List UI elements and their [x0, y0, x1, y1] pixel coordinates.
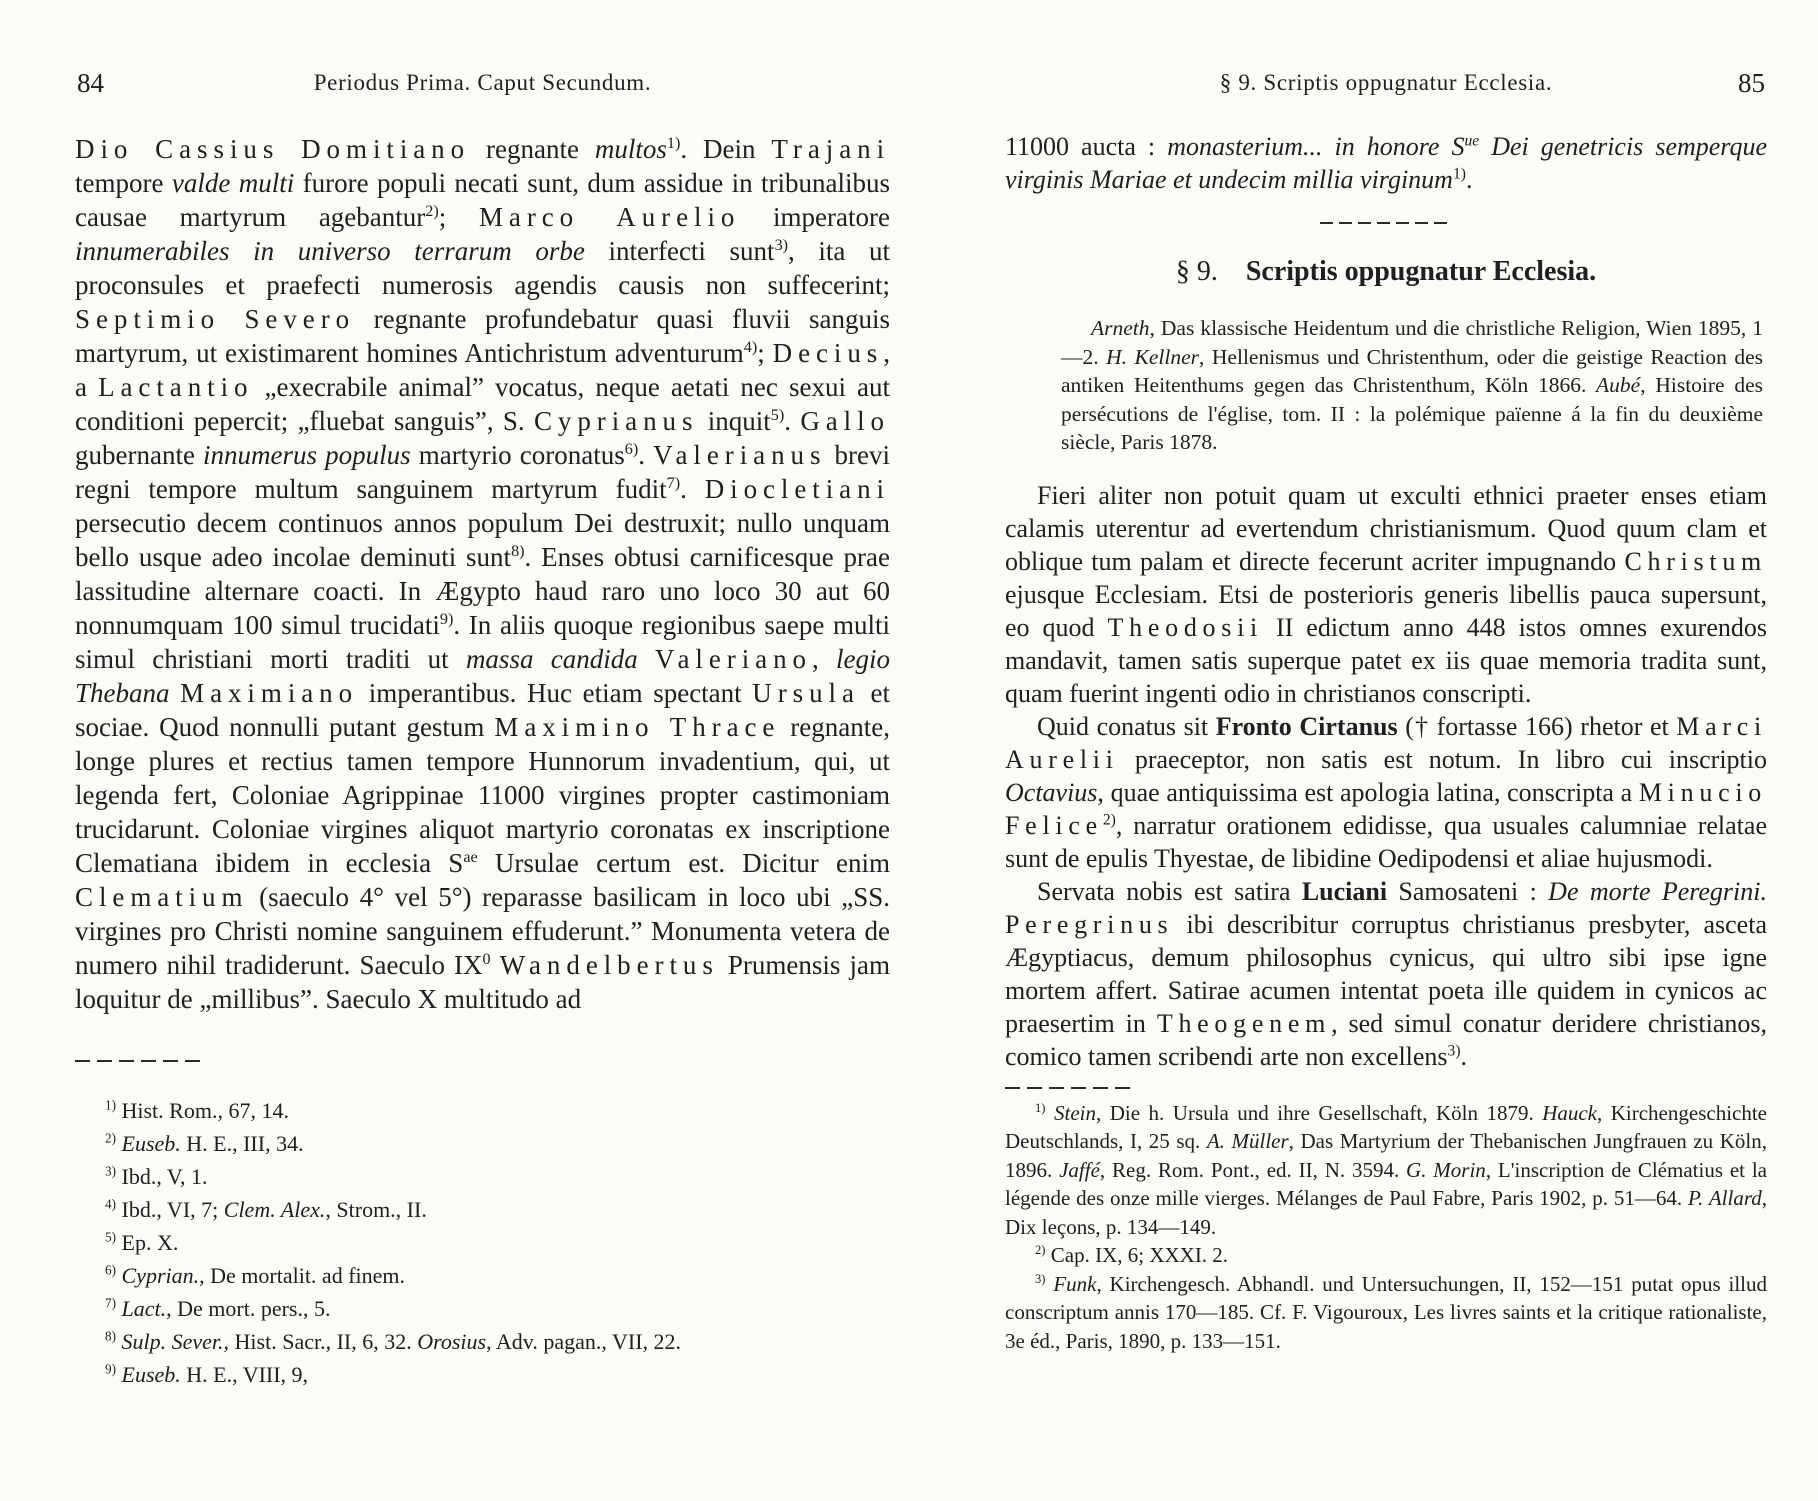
footnote: $^{1)}$ Stein, Die h. Ursula und ihre Gesellschaft, Köln 1879. Hauck, Kirchengeschichte Deutschlands, I, 25 sq. A. Müller, Das Martyrium der Thebanischen Jungfrauen zu Köln, 1896. Jaffé, Reg. Rom. Pont., ed. II, N. 3594. G. Morin, L'inscription de Clématius et la légende des onze mille vierges. Mélanges de Paul Fabre, Paris 1902, p. 51—64. P. Allard, Dix leçons, p. 134—149. — [1005, 1100, 1768, 1239]
footnote-separator — [1005, 1087, 1131, 1089]
bibliography-paragraph: Arneth, Das klassische Heidentum und die christliche Religion, Wien 1895, 1—2. H. Kellner, Hellenismus und Christenthum, oder die geistige Reaction des antiken Heitenthums gegen das Christenthum, Köln 1866. Aubé, Histoire des persécutions de l'église, tom. II : la polémique païenne á la fin du deuxième siècle, Paris 1878. — [1061, 316, 1763, 454]
footnote-separator — [75, 1060, 203, 1062]
page-number: 85 — [1738, 68, 1765, 98]
footnote: $^{2)}$ Euseb. H. E., III, 34. — [105, 1130, 304, 1156]
carryover-paragraph: 11000 aucta : monasterium... in honore $S^{ue}$ Dei genetricis semperque virginis Mariae et undecim millia virginum$^{1)}$. — [1005, 132, 1767, 194]
page-84-header — [75, 70, 890, 104]
page-85 — [1005, 0, 1767, 1355]
footnote: $^{6)}$ Cyprian., De mortalit. ad finem. — [105, 1262, 406, 1288]
footnotes-block — [75, 1094, 890, 1391]
footnote: $^{8)}$ Sulp. Sever., Hist. Sacr., II, 6, 32. Orosius, Adv. pagan., VII, 22. — [105, 1328, 682, 1354]
footnote: $^{7)}$ Lact., De mort. pers., 5. — [105, 1295, 331, 1321]
running-title: Periodus Prima. Caput Secundum. — [313, 70, 652, 95]
page-84 — [75, 0, 890, 1391]
footnote: $^{3)}$ Funk, Kirchengesch. Abhandl. und Untersuchungen, II, 152—151 putat opus illud conscriptum annis 170—185. Cf. F. Vigouroux, Les livres saints et la critique rationaliste, 3e éd., Paris, 1890, p. 133—151. — [1005, 1271, 1768, 1353]
body-paragraph: Quid conatus sit Fronto Cirtanus († fortasse 166) rhetor et Marci Aurelii praeceptor, non satis est notum. In libro cui inscriptio Octavius, quae antiquissima est apologia latina, conscripta a Minucio Felice$^{2)}$, narratur orationem edidisse, qua usuales calumniae relatae sunt de epulis Thyestae, de libidine Oedipodensi et aliae hujusmodi. — [1005, 711, 1767, 873]
footnote: $^{5)}$ Ep. X. — [105, 1229, 179, 1255]
section-divider-rule — [1320, 222, 1452, 224]
body-paragraph: Fieri aliter non potuit quam ut exculti ethnici praeter enses etiam calamis uterentur ad evertendum christianismum. Quod quum clam et oblique tum palam et directe fecerunt acriter impugnando Christum ejusque Ecclesiam. Etsi de posterioris generis libellis pauca supersunt, eo quod Theodosii II edictum anno 448 istos omnes exurendos mandavit, tamen satis superque patet ex iis quae memoria tradita sunt, quam fuerint ingenti odio in christianos conscripti. — [1005, 480, 1767, 708]
page-85-header — [1005, 70, 1767, 104]
footnote: $^{4)}$ Ibd., VI, 7; Clem. Alex., Strom., II. — [105, 1196, 427, 1222]
body-paragraph: Servata nobis est satira Luciani Samosateni : De morte Peregrini. Peregrinus ibi describitur corruptus christianus presbyter, asceta Ægyptiacus, demum philosophus cynicus, qui ultro sibi ipse igne mortem affert. Satirae acumen intentat poeta ille quidem in cynicos ac praesertim in Theogenem, sed simul conatur deridere christianos, comico tamen scribendi arte non excellens$^{3)}$. — [1005, 876, 1767, 1071]
page-number: 84 — [77, 68, 104, 98]
body-paragraph: Dio Cassius Domitiano regnante multos$^{1)}$. Dein Trajani tempore valde multi furore populi necati sunt, dum assidue in tribunalibus causae martyrum agebantur$^{2)}$; Marco Aurelio imperatore innumerabiles in universo terrarum orbe interfecti sunt$^{3)}$, ita ut proconsules et praefecti numerosis agendis causis non suffecerint; Septimio Severo regnante profundebatur quasi fluvii sanguis martyrum, ut existimarent homines Antichristum adventurum$^{4)}$; Decius, a Lactantio „execrabile animal” vocatus, neque aetati nec sexui aut conditioni pepercit; „fluebat sanguis”, S. Cyprianus inquit$^{5)}$. Gallo gubernante innumerus populus martyrio coronatus$^{6)}$. Valerianus brevi regni tempore multum sanguinem martyrum fudit$^{7)}$. Diocletiani persecutio decem continuos annos populum Dei destruxit; nullo unquam bello usque adeo incolae deminuti sunt$^{8)}$. Enses obtusi carnificesque prae lassitudine alternare coacti. In Ægypto haud raro uno loco 30 aut 60 nonnumquam 100 simul trucidati$^{9)}$. In aliis quoque regionibus saepe multi simul christiani morti traditi ut massa candida Valeriano, legio Thebana Maximiano imperantibus. Huc etiam spectant Ursula et sociae. Quod nonnulli putant gestum Maximino Thrace regnante, longe plures et rectius tamen tempore Hunnorum invadentium, qui, ut legenda fert, Coloniae Agrippinae 11000 virgines propter castimoniam trucidarunt. Coloniae virgines aliquot martyrio coronatas ex inscriptione Clematiana ibidem in ecclesia $S^{ae}$ Ursulae certum est. Dicitur enim Clematium (saeculo 4° vel 5°) reparasse basilicam in loco ubi „SS. virgines pro Christi nomine sanguinem effuderunt.” Monumenta vetera de numero nihil tradiderunt. Saeculo $IX^0$ Wandelbertus Prumensis jam loquitur de „millibus”. Saeculo X multitudo ad — [75, 134, 891, 1014]
running-title: § 9. Scriptis oppugnatur Ecclesia. — [1219, 70, 1553, 95]
footnote: $^{9)}$ Euseb. H. E., VIII, 9, — [105, 1361, 309, 1387]
section-heading: § 9. Scriptis oppugnatur Ecclesia. — [1175, 256, 1597, 287]
footnotes-block — [1005, 1099, 1767, 1356]
footnote: $^{3)}$ Ibd., V, 1. — [105, 1163, 208, 1189]
footnote: $^{2)}$ Cap. IX, 6; XXXI. 2. — [1035, 1243, 1229, 1267]
footnote: $^{1)}$ Hist. Rom., 67, 14. — [105, 1097, 289, 1123]
